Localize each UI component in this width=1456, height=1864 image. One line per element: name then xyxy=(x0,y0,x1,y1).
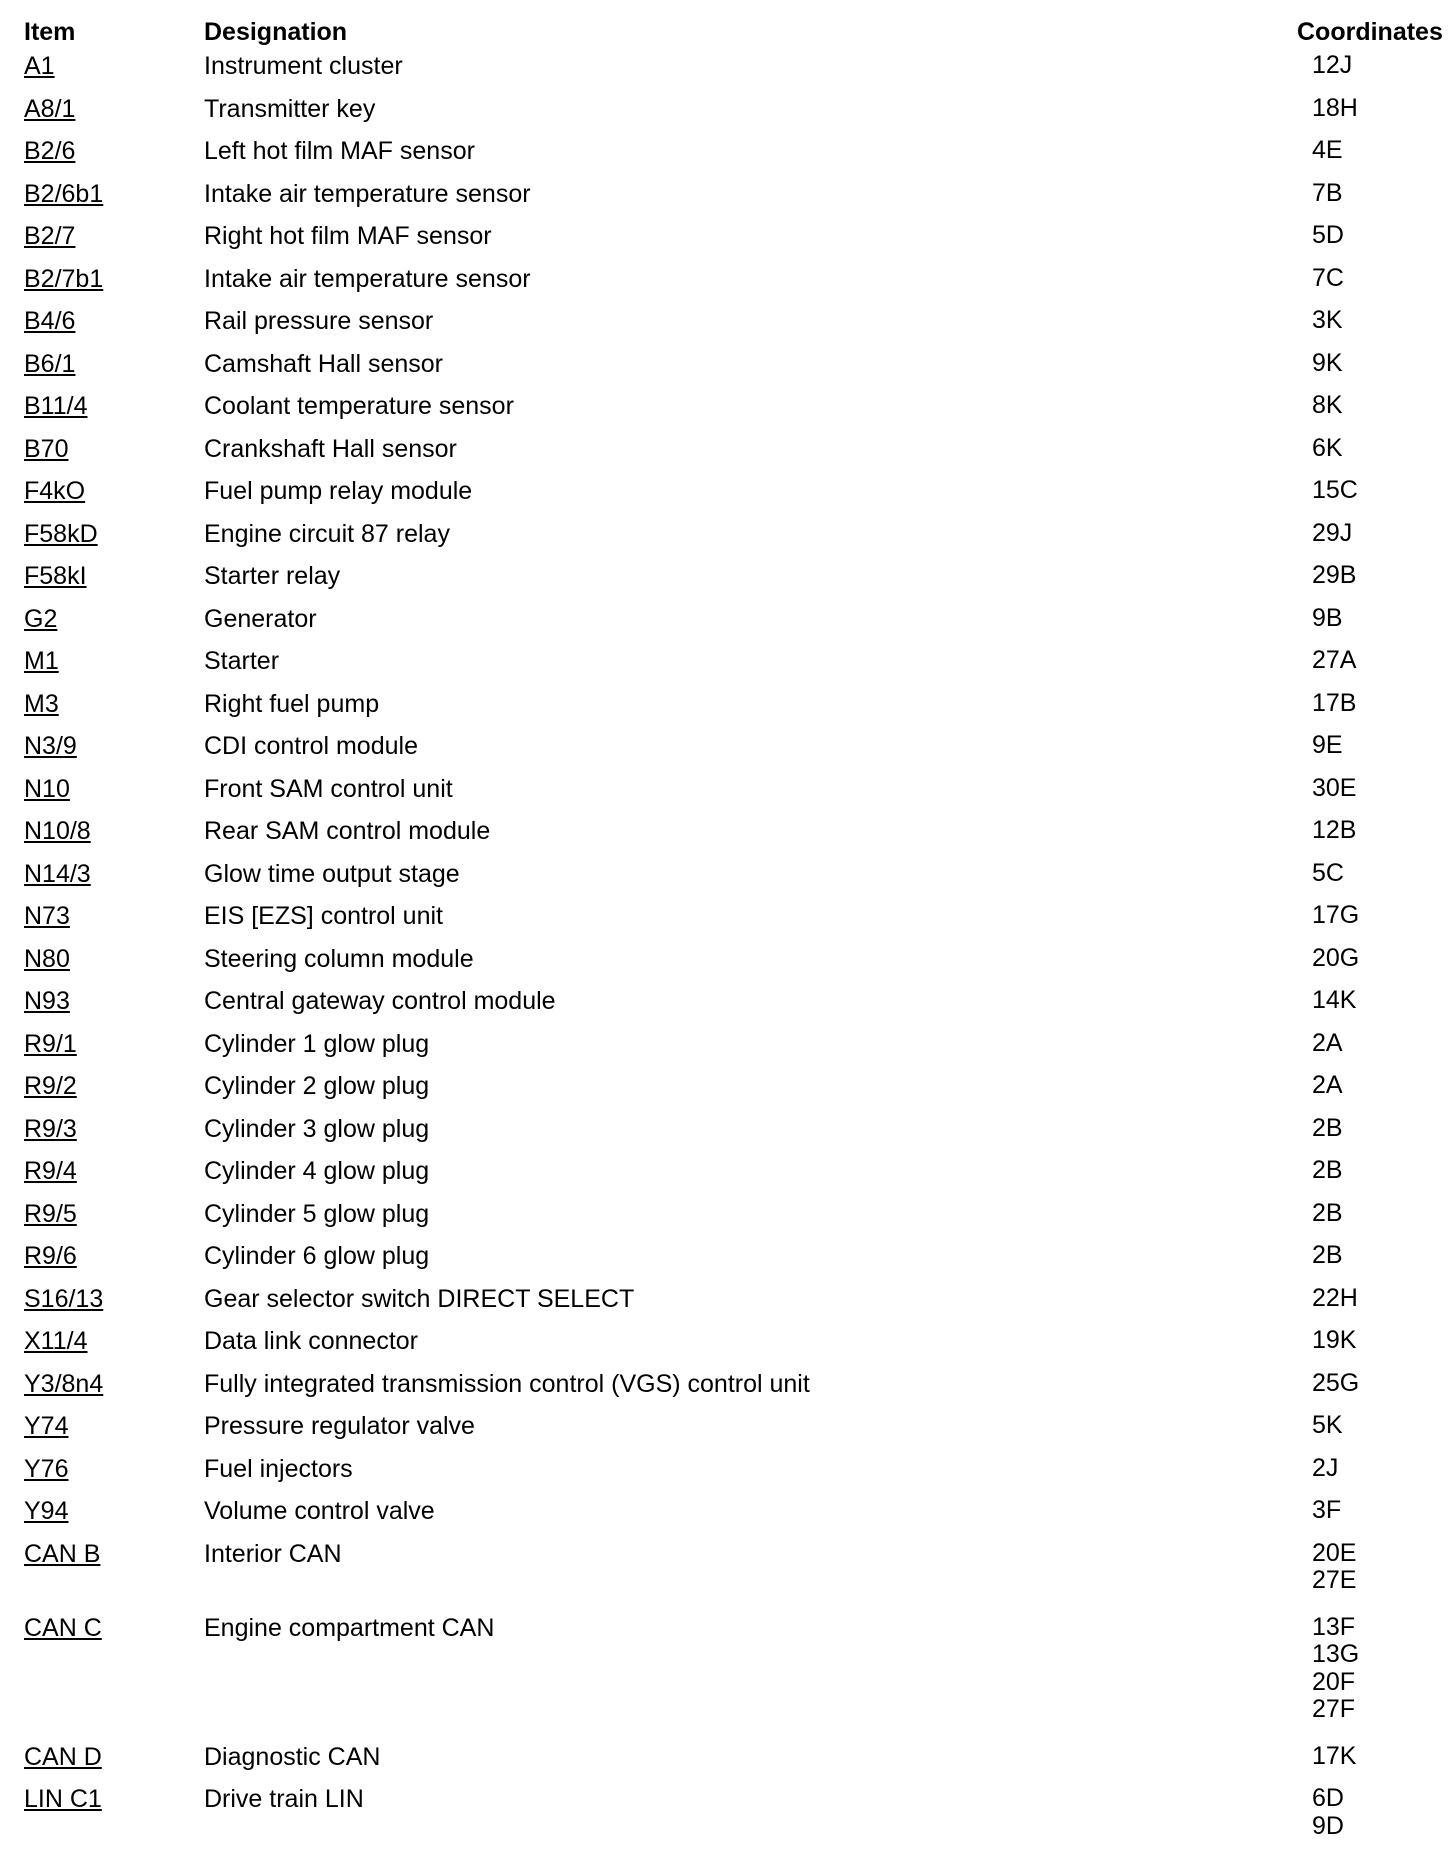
designation-text: Fully integrated transmission control (VGS) control unit xyxy=(204,1369,810,1398)
designation-text: Fuel pump relay module xyxy=(204,477,473,505)
coordinate-value: 22H xyxy=(1312,1283,1358,1312)
header-designation: Designation xyxy=(204,18,348,46)
coordinates-cell xyxy=(1312,1785,1344,1840)
coordinate-value: 2A xyxy=(1312,1071,1343,1099)
designation-text: Camshaft Hall sensor xyxy=(204,349,443,378)
designation-text: Fuel injectors xyxy=(204,1454,353,1483)
coordinate-value: 18H xyxy=(1312,93,1358,122)
coordinates-cell xyxy=(1312,605,1343,633)
coordinate-value: 9E xyxy=(1312,731,1343,759)
coordinate-value: 9D xyxy=(1312,1811,1344,1840)
coordinate-value: 30E xyxy=(1312,773,1357,802)
item-code-link[interactable]: R9/3 xyxy=(24,1114,77,1143)
item-code-link[interactable]: S16/13 xyxy=(24,1284,104,1313)
designation-text: Starter relay xyxy=(204,562,341,590)
item-code-link[interactable]: F58kI xyxy=(24,562,87,590)
coordinate-value: 17K xyxy=(1312,1741,1357,1770)
designation-text: Engine circuit 87 relay xyxy=(204,519,450,548)
coordinates-cell xyxy=(1312,1072,1343,1100)
item-code-link[interactable]: N73 xyxy=(24,902,70,930)
designation-text: Left hot film MAF sensor xyxy=(204,137,475,165)
coordinate-value: 2B xyxy=(1312,1198,1343,1227)
coordinate-value: 13F xyxy=(1312,1612,1356,1641)
designation-text: Steering column module xyxy=(204,944,474,973)
coordinates-cell xyxy=(1312,690,1356,718)
coordinate-value: 2A xyxy=(1312,1028,1343,1057)
designation-text: Volume control valve xyxy=(204,1497,435,1525)
item-code-link[interactable]: R9/4 xyxy=(24,1157,77,1185)
coordinate-value: 2B xyxy=(1312,1113,1343,1142)
item-code-link[interactable]: G2 xyxy=(24,604,58,633)
designation-text: Right hot film MAF sensor xyxy=(204,222,492,250)
designation-text: Cylinder 6 glow plug xyxy=(204,1242,430,1270)
coordinates-cell xyxy=(1312,732,1343,760)
item-code-link[interactable]: R9/2 xyxy=(24,1072,77,1100)
item-code-link[interactable]: B4/6 xyxy=(24,307,76,335)
designation-text: Cylinder 3 glow plug xyxy=(204,1114,430,1143)
coordinate-value: 7B xyxy=(1312,178,1343,207)
coordinate-value: 6K xyxy=(1312,433,1343,462)
coordinate-value: 13G xyxy=(1312,1640,1360,1668)
coordinates-cell xyxy=(1312,222,1344,250)
coordinate-value: 7C xyxy=(1312,263,1344,292)
designation-text: Cylinder 4 glow plug xyxy=(204,1157,430,1185)
coordinates-cell xyxy=(1312,435,1343,463)
coordinates-cell xyxy=(1312,562,1356,590)
item-code-link[interactable]: B6/1 xyxy=(24,349,76,378)
item-code-link[interactable]: B2/6b1 xyxy=(24,179,104,208)
designation-text: Starter xyxy=(204,647,280,675)
designation-text: Rail pressure sensor xyxy=(204,307,434,335)
coordinate-value: 20G xyxy=(1312,943,1360,972)
item-code-link[interactable]: R9/6 xyxy=(24,1242,77,1270)
coordinate-value: 3K xyxy=(1312,306,1343,334)
coordinate-value: 5K xyxy=(1312,1411,1343,1439)
coordinate-value: 5D xyxy=(1312,221,1344,249)
coordinate-value: 5C xyxy=(1312,858,1344,887)
item-code-link[interactable]: F4kO xyxy=(24,477,86,505)
designation-text: Drive train LIN xyxy=(204,1785,364,1813)
item-code-link[interactable]: LIN C1 xyxy=(24,1785,102,1813)
coordinates-cell xyxy=(1312,1412,1343,1440)
item-code-link[interactable]: B2/7 xyxy=(24,222,76,250)
item-code-link[interactable]: B2/7b1 xyxy=(24,264,104,293)
coordinates-cell xyxy=(1312,775,1356,803)
designation-text: Cylinder 5 glow plug xyxy=(204,1199,430,1228)
coordinates-cell xyxy=(1312,1327,1356,1355)
coordinate-value: 9B xyxy=(1312,603,1343,632)
item-code-link[interactable]: Y94 xyxy=(24,1497,69,1525)
item-code-link[interactable]: Y74 xyxy=(24,1412,69,1440)
item-code-link[interactable]: N14/3 xyxy=(24,859,91,888)
item-code-link[interactable]: N93 xyxy=(24,987,70,1015)
coordinates-cell xyxy=(1312,1030,1343,1058)
designation-text: Engine compartment CAN xyxy=(204,1613,495,1642)
designation-text: Transmitter key xyxy=(204,94,376,123)
coordinate-value: 19K xyxy=(1312,1326,1357,1354)
coordinates-cell xyxy=(1312,902,1359,930)
coordinate-value: 12B xyxy=(1312,816,1357,844)
item-code-link[interactable]: N10 xyxy=(24,774,70,803)
coordinates-cell xyxy=(1312,1157,1343,1185)
item-code-link[interactable]: M1 xyxy=(24,647,59,675)
designation-text: Glow time output stage xyxy=(204,859,460,888)
coordinate-value: 25G xyxy=(1312,1368,1360,1397)
item-code-link[interactable]: N80 xyxy=(24,944,70,973)
coordinate-value: 14K xyxy=(1312,986,1357,1014)
coordinates-cell xyxy=(1312,1743,1356,1771)
coordinate-value: 27F xyxy=(1312,1695,1356,1723)
coordinates-cell xyxy=(1312,1455,1338,1483)
coordinates-cell xyxy=(1312,52,1352,80)
coordinates-cell xyxy=(1312,945,1359,973)
coordinates-cell xyxy=(1312,817,1356,845)
coordinate-value: 2J xyxy=(1312,1453,1339,1482)
coordinates-cell xyxy=(1312,520,1352,548)
item-code-link[interactable]: B11/4 xyxy=(24,392,88,420)
coordinates-cell xyxy=(1312,1200,1343,1228)
designation-text: Data link connector xyxy=(204,1327,419,1355)
designation-text: Diagnostic CAN xyxy=(204,1742,381,1771)
coordinates-cell xyxy=(1312,1285,1358,1313)
item-code-link[interactable]: X11/4 xyxy=(24,1327,88,1355)
coordinates-cell xyxy=(1312,1540,1356,1595)
designation-text: Cylinder 2 glow plug xyxy=(204,1072,430,1100)
designation-text: Front SAM control unit xyxy=(204,774,453,803)
header-coordinates: Coordinates xyxy=(1297,18,1443,46)
item-code-link[interactable]: M3 xyxy=(24,689,59,718)
item-code-link[interactable]: A8/1 xyxy=(24,94,76,123)
coordinates-cell xyxy=(1312,1242,1343,1270)
coordinate-value: 6D xyxy=(1312,1784,1344,1812)
coordinates-cell xyxy=(1312,987,1356,1015)
designation-text: Right fuel pump xyxy=(204,689,380,718)
item-code-link[interactable]: B70 xyxy=(24,434,69,463)
designation-text: EIS [EZS] control unit xyxy=(204,902,443,930)
coordinate-value: 20E xyxy=(1312,1538,1357,1567)
designation-text: Crankshaft Hall sensor xyxy=(204,434,457,463)
designation-text: Gear selector switch DIRECT SELECT xyxy=(204,1284,635,1313)
designation-text: Rear SAM control module xyxy=(204,817,491,845)
coordinates-cell xyxy=(1312,1115,1343,1143)
coordinate-value: 2B xyxy=(1312,1156,1343,1184)
coordinates-cell xyxy=(1312,1614,1359,1724)
coordinates-cell xyxy=(1312,350,1343,378)
coordinates-cell xyxy=(1312,1370,1359,1398)
coordinate-value: 29B xyxy=(1312,561,1357,589)
coordinate-value: 9K xyxy=(1312,348,1343,377)
coordinate-value: 20F xyxy=(1312,1667,1356,1696)
item-code-link[interactable]: N3/9 xyxy=(24,732,77,760)
coordinates-cell xyxy=(1312,647,1356,675)
item-code-link[interactable]: R9/1 xyxy=(24,1029,77,1058)
coordinates-cell xyxy=(1312,95,1358,123)
designation-text: Cylinder 1 glow plug xyxy=(204,1029,430,1058)
coordinate-value: 17B xyxy=(1312,688,1357,717)
coordinates-cell xyxy=(1312,180,1343,208)
item-code-link[interactable]: N10/8 xyxy=(24,817,91,845)
coordinate-value: 15C xyxy=(1312,476,1358,504)
coordinate-value: 17G xyxy=(1312,901,1360,929)
item-code-link[interactable]: CAN C xyxy=(24,1613,102,1642)
designation-text: Pressure regulator valve xyxy=(204,1412,475,1440)
item-code-link[interactable]: R9/5 xyxy=(24,1199,77,1228)
coordinates-cell xyxy=(1312,477,1358,505)
designation-text: Generator xyxy=(204,604,317,633)
item-code-link[interactable]: A1 xyxy=(24,52,55,80)
designation-text: Coolant temperature sensor xyxy=(204,392,514,420)
coordinates-cell xyxy=(1312,137,1343,165)
designation-text: Interior CAN xyxy=(204,1539,342,1568)
coordinate-value: 8K xyxy=(1312,391,1343,419)
item-code-link[interactable]: Y76 xyxy=(24,1454,69,1483)
header-item: Item xyxy=(24,18,76,46)
item-code-link[interactable]: Y3/8n4 xyxy=(24,1369,104,1398)
coordinates-cell xyxy=(1312,392,1343,420)
item-code-link[interactable]: B2/6 xyxy=(24,137,76,165)
designation-text: Intake air temperature sensor xyxy=(204,264,531,293)
designation-text: Central gateway control module xyxy=(204,987,556,1015)
coordinate-value: 4E xyxy=(1312,136,1343,164)
designation-text: Instrument cluster xyxy=(204,52,403,80)
item-code-link[interactable]: F58kD xyxy=(24,519,98,548)
coordinate-value: 27E xyxy=(1312,1566,1357,1594)
coordinates-cell xyxy=(1312,860,1344,888)
coordinates-cell xyxy=(1312,265,1344,293)
designation-text: CDI control module xyxy=(204,732,418,760)
designation-text: Intake air temperature sensor xyxy=(204,179,531,208)
coordinates-cell xyxy=(1312,307,1343,335)
item-code-link[interactable]: CAN D xyxy=(24,1742,102,1771)
coordinates-cell xyxy=(1312,1497,1341,1525)
coordinate-value: 3F xyxy=(1312,1496,1342,1524)
coordinate-value: 12J xyxy=(1312,51,1353,79)
item-code-link[interactable]: CAN B xyxy=(24,1539,101,1568)
coordinate-value: 2B xyxy=(1312,1241,1343,1269)
coordinate-value: 27A xyxy=(1312,646,1357,674)
coordinate-value: 29J xyxy=(1312,518,1353,547)
